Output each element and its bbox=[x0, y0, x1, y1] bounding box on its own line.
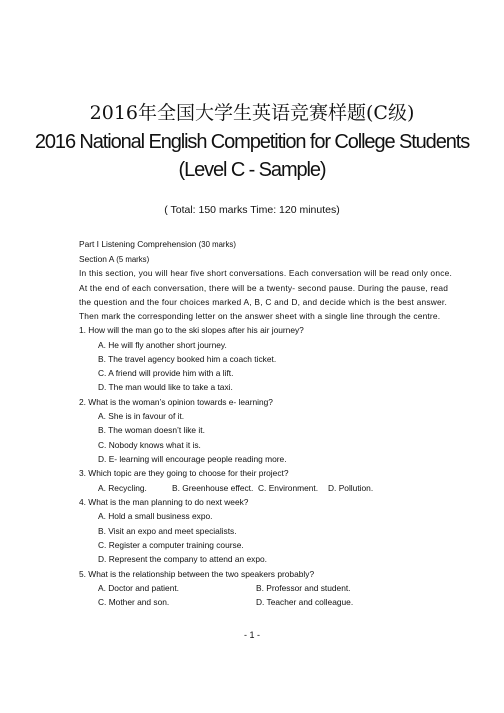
question-5-option-a: A. Doctor and patient. bbox=[98, 583, 180, 593]
part1-heading: Part I Listening Comprehension bbox=[79, 239, 197, 249]
page-number: - 1 - bbox=[243, 630, 260, 640]
section-a-heading-line bbox=[79, 254, 149, 265]
question-4-option-c: C. Register a computer training course. bbox=[98, 540, 244, 550]
instructions-line-4: Then mark the corresponding letter on the answer sheet with a single line through the centre. bbox=[79, 311, 441, 321]
question-2-option-c: C. Nobody knows what it is. bbox=[98, 440, 201, 450]
question-3-option-c: C. Environment. bbox=[258, 483, 319, 493]
title-chinese: 2016年全国大学生英语竞赛样题(C级) bbox=[89, 102, 415, 124]
question-5-options-row-2 bbox=[98, 597, 398, 608]
instructions-line-1: In this section, you will hear five short conversations. Each conversation will be read only once. bbox=[79, 268, 453, 278]
question-2-stem: 2. What is the woman’s opinion towards e- learning? bbox=[79, 397, 273, 407]
question-3-options-row bbox=[98, 483, 398, 494]
question-1-option-c: C. A friend will provide him with a lift. bbox=[98, 368, 234, 378]
question-1-option-d: D. The man would like to take a taxi. bbox=[98, 382, 233, 392]
question-5-stem: 5. What is the relationship between the two speakers probably? bbox=[79, 569, 315, 579]
question-2-option-b: B. The woman doesn’t like it. bbox=[98, 425, 205, 435]
question-3-option-a: A. Recycling. bbox=[98, 483, 147, 493]
question-1-option-b: B. The travel agency booked him a coach ticket. bbox=[98, 354, 277, 364]
question-5-options-row-1 bbox=[98, 583, 398, 594]
question-4-option-a: A. Hold a small business expo. bbox=[98, 511, 213, 521]
question-4-option-d: D. Represent the company to attend an expo. bbox=[98, 554, 268, 564]
section-a-marks: (5 marks) bbox=[116, 255, 150, 264]
question-4-option-b: B. Visit an expo and meet specialists. bbox=[98, 526, 237, 536]
title-english-line2: (Level C - Sample) bbox=[178, 159, 326, 181]
question-5-option-b: B. Professor and student. bbox=[256, 583, 351, 593]
instructions-line-3: the question and the four choices marked A, B, C and D, and decide which is the best answer. bbox=[79, 297, 448, 307]
question-1-option-a: A. He will fly another short journey. bbox=[98, 340, 227, 350]
question-1-stem: 1. How will the man go to the ski slopes after his air journey? bbox=[79, 325, 304, 335]
question-4-stem: 4. What is the man planning to do next week? bbox=[79, 497, 249, 507]
question-3-option-d: D. Pollution. bbox=[328, 483, 374, 493]
question-5-option-c: C. Mother and son. bbox=[98, 597, 170, 607]
question-3-stem: 3. Which topic are they going to choose for their project? bbox=[79, 468, 289, 478]
question-3-option-b: B. Greenhouse effect. bbox=[172, 483, 254, 493]
part1-marks: (30 marks) bbox=[198, 240, 236, 249]
title-english-line1: 2016 National English Competition for College Students bbox=[34, 131, 470, 153]
question-5-option-d: D. Teacher and colleague. bbox=[256, 597, 354, 607]
exam-duration-info: ( Total: 150 marks Time: 120 minutes) bbox=[164, 204, 340, 216]
question-2-option-d: D. E- learning will encourage people reading more. bbox=[98, 454, 287, 464]
instructions-line-2: At the end of each conversation, there will be a twenty- second pause. During the pause, read bbox=[79, 283, 449, 293]
part1-heading-line bbox=[79, 239, 236, 250]
question-2-option-a: A. She is in favour of it. bbox=[98, 411, 185, 421]
section-a-heading: Section A bbox=[79, 254, 114, 264]
